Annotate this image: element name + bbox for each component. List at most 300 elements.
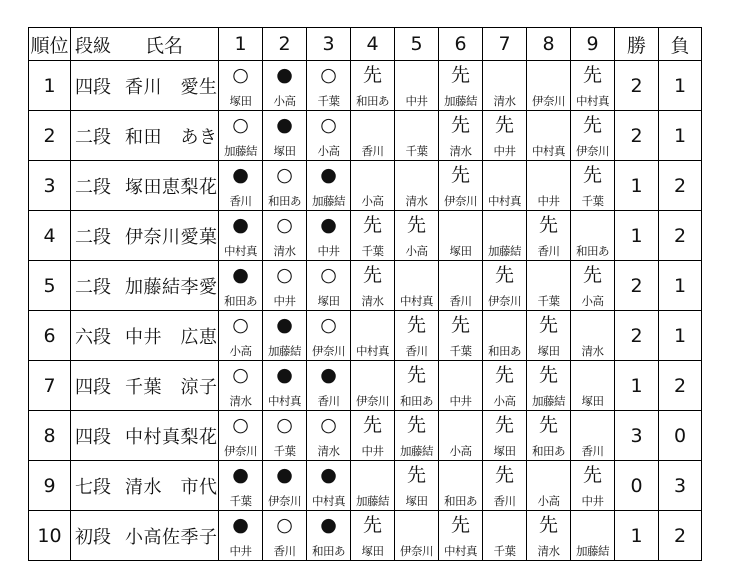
game-cell xyxy=(483,461,527,511)
opponent-name: 小高 xyxy=(493,394,516,408)
opponent-name: 小高 xyxy=(229,344,252,358)
game-cell xyxy=(439,161,483,211)
header-dan: 段級 xyxy=(75,35,111,57)
opponent-name: 中村真 xyxy=(576,94,609,108)
wins-cell: 3 xyxy=(615,411,659,461)
rank-cell: 2 xyxy=(29,111,71,161)
opponent-name: 塚田 xyxy=(317,294,340,308)
game-cell xyxy=(307,211,351,261)
losses-cell: 1 xyxy=(659,261,702,311)
opponent-name: 清水 xyxy=(537,544,560,558)
dan-rank: 四段 xyxy=(75,426,111,448)
opponent-name: 清水 xyxy=(405,194,428,208)
opponent-name: 清水 xyxy=(361,294,384,308)
player-cell xyxy=(71,61,219,111)
rank-cell: 8 xyxy=(29,411,71,461)
game-cell xyxy=(439,411,483,461)
opponent-name: 中井 xyxy=(581,494,604,508)
player-cell xyxy=(71,411,219,461)
game-cell xyxy=(571,211,615,261)
wins-cell: 1 xyxy=(615,511,659,561)
opponent-name: 加藤結 xyxy=(224,144,257,158)
header-row xyxy=(29,28,702,61)
rank-cell: 10 xyxy=(29,511,71,561)
result-mark: ○ xyxy=(320,314,337,336)
player-name: 加藤結李愛 xyxy=(125,276,218,298)
opponent-name: 千葉 xyxy=(581,194,604,208)
opponent-name: 小高 xyxy=(581,294,604,308)
game-cell xyxy=(571,511,615,561)
player-cell xyxy=(71,311,219,361)
opponent-name: 中井 xyxy=(449,394,472,408)
losses-cell: 1 xyxy=(659,111,702,161)
rank-cell: 5 xyxy=(29,261,71,311)
player-name: 小高佐季子 xyxy=(125,526,218,548)
header-round-8: 8 xyxy=(527,28,571,61)
result-mark: 先 xyxy=(582,464,602,486)
opponent-name: 中井 xyxy=(537,194,560,208)
player-name: 中井 広恵 xyxy=(125,326,218,348)
opponent-name: 伊奈川 xyxy=(576,144,609,158)
game-cell xyxy=(527,361,571,411)
dan-rank: 七段 xyxy=(75,476,111,498)
game-cell xyxy=(351,461,395,511)
opponent-name: 小高 xyxy=(537,494,560,508)
wins-cell: 2 xyxy=(615,311,659,361)
game-cell xyxy=(395,461,439,511)
player-row xyxy=(29,61,702,111)
game-cell xyxy=(483,261,527,311)
game-cell xyxy=(395,161,439,211)
opponent-name: 千葉 xyxy=(317,94,340,108)
game-cell xyxy=(307,511,351,561)
rank-cell: 1 xyxy=(29,61,71,111)
opponent-name: 和田あ xyxy=(356,94,389,108)
wins-cell: 2 xyxy=(615,261,659,311)
game-cell xyxy=(571,111,615,161)
opponent-name: 塚田 xyxy=(581,394,604,408)
result-mark: 先 xyxy=(406,364,426,386)
dan-rank: 二段 xyxy=(75,176,111,198)
result-mark: ● xyxy=(276,64,293,86)
result-mark: 先 xyxy=(494,414,514,436)
player-cell xyxy=(71,211,219,261)
result-mark: ○ xyxy=(232,114,249,136)
result-mark: 先 xyxy=(538,364,558,386)
result-mark: 先 xyxy=(406,464,426,486)
game-cell xyxy=(351,211,395,261)
game-cell xyxy=(219,511,263,561)
wins-cell: 0 xyxy=(615,461,659,511)
result-mark: 先 xyxy=(362,414,382,436)
game-cell xyxy=(571,361,615,411)
game-cell xyxy=(263,311,307,361)
opponent-name: 加藤結 xyxy=(268,344,301,358)
rank-cell: 7 xyxy=(29,361,71,411)
player-cell xyxy=(71,511,219,561)
opponent-name: 千葉 xyxy=(449,344,472,358)
opponent-name: 和田あ xyxy=(400,394,433,408)
game-cell xyxy=(571,161,615,211)
result-mark: ● xyxy=(232,464,249,486)
result-mark: ● xyxy=(320,514,337,536)
game-cell xyxy=(351,261,395,311)
result-mark: ○ xyxy=(276,264,293,286)
opponent-name: 伊奈川 xyxy=(532,94,565,108)
opponent-name: 和田あ xyxy=(576,244,609,258)
opponent-name: 香川 xyxy=(405,344,428,358)
game-cell xyxy=(219,161,263,211)
result-mark: ○ xyxy=(276,514,293,536)
game-cell xyxy=(351,361,395,411)
game-cell xyxy=(527,61,571,111)
game-cell xyxy=(527,461,571,511)
game-cell xyxy=(571,61,615,111)
rank-cell: 9 xyxy=(29,461,71,511)
result-mark: 先 xyxy=(582,164,602,186)
result-mark: 先 xyxy=(494,364,514,386)
opponent-name: 加藤結 xyxy=(312,194,345,208)
game-cell xyxy=(263,361,307,411)
game-cell xyxy=(483,61,527,111)
game-cell xyxy=(571,311,615,361)
opponent-name: 香川 xyxy=(361,144,384,158)
game-cell xyxy=(439,311,483,361)
result-mark: ● xyxy=(276,364,293,386)
game-cell xyxy=(527,111,571,161)
game-cell xyxy=(307,411,351,461)
dan-rank: 四段 xyxy=(75,376,111,398)
opponent-name: 塚田 xyxy=(229,94,252,108)
result-mark: ● xyxy=(320,464,337,486)
opponent-name: 和田あ xyxy=(532,444,565,458)
opponent-name: 小高 xyxy=(317,144,340,158)
result-mark: ○ xyxy=(276,214,293,236)
opponent-name: 千葉 xyxy=(537,294,560,308)
opponent-name: 中井 xyxy=(493,144,516,158)
result-mark: 先 xyxy=(362,64,382,86)
header-round-6: 6 xyxy=(439,28,483,61)
dan-rank: 二段 xyxy=(75,276,111,298)
header-dan-name xyxy=(71,28,219,61)
game-cell xyxy=(307,261,351,311)
game-cell xyxy=(483,311,527,361)
opponent-name: 香川 xyxy=(537,244,560,258)
game-cell xyxy=(483,411,527,461)
player-name: 清水 市代 xyxy=(125,476,218,498)
result-mark: ● xyxy=(232,264,249,286)
game-cell xyxy=(307,461,351,511)
result-mark: 先 xyxy=(362,214,382,236)
game-cell xyxy=(527,411,571,461)
game-cell xyxy=(439,261,483,311)
game-cell xyxy=(307,61,351,111)
opponent-name: 加藤結 xyxy=(356,494,389,508)
result-mark: 先 xyxy=(582,64,602,86)
opponent-name: 清水 xyxy=(273,244,296,258)
opponent-name: 伊奈川 xyxy=(312,344,345,358)
player-row xyxy=(29,461,702,511)
opponent-name: 清水 xyxy=(317,444,340,458)
player-name: 千葉 涼子 xyxy=(125,376,218,398)
opponent-name: 香川 xyxy=(229,194,252,208)
player-name: 塚田恵梨花 xyxy=(125,176,218,198)
standings-body xyxy=(29,61,702,561)
dan-rank: 二段 xyxy=(75,126,111,148)
opponent-name: 中井 xyxy=(405,94,428,108)
header-round-1: 1 xyxy=(219,28,263,61)
losses-cell: 2 xyxy=(659,161,702,211)
opponent-name: 中井 xyxy=(273,294,296,308)
game-cell xyxy=(307,111,351,161)
losses-cell: 2 xyxy=(659,511,702,561)
game-cell xyxy=(527,211,571,261)
dan-rank: 初段 xyxy=(75,526,111,548)
opponent-name: 伊奈川 xyxy=(488,294,521,308)
losses-cell: 1 xyxy=(659,61,702,111)
player-name: 中村真梨花 xyxy=(125,426,218,448)
game-cell xyxy=(351,61,395,111)
wins-cell: 1 xyxy=(615,211,659,261)
game-cell xyxy=(527,511,571,561)
losses-cell: 2 xyxy=(659,361,702,411)
game-cell xyxy=(351,111,395,161)
opponent-name: 清水 xyxy=(449,144,472,158)
opponent-name: 加藤結 xyxy=(444,94,477,108)
game-cell xyxy=(219,361,263,411)
opponent-name: 塚田 xyxy=(273,144,296,158)
result-mark: 先 xyxy=(450,164,470,186)
losses-cell: 0 xyxy=(659,411,702,461)
game-cell xyxy=(571,461,615,511)
header-round-3: 3 xyxy=(307,28,351,61)
game-cell xyxy=(483,511,527,561)
player-name: 香川 愛生 xyxy=(125,76,218,98)
opponent-name: 清水 xyxy=(493,94,516,108)
game-cell xyxy=(527,161,571,211)
game-cell xyxy=(351,411,395,461)
opponent-name: 小高 xyxy=(405,244,428,258)
result-mark: ● xyxy=(232,164,249,186)
result-mark: 先 xyxy=(582,264,602,286)
opponent-name: 中村真 xyxy=(312,494,345,508)
opponent-name: 千葉 xyxy=(273,444,296,458)
result-mark: 先 xyxy=(538,514,558,536)
wins-cell: 1 xyxy=(615,161,659,211)
game-cell xyxy=(395,361,439,411)
result-mark: 先 xyxy=(538,314,558,336)
game-cell xyxy=(219,311,263,361)
game-cell xyxy=(527,311,571,361)
header-name: 氏名 xyxy=(145,34,184,57)
result-mark: 先 xyxy=(450,64,470,86)
header-wins: 勝 xyxy=(615,28,659,61)
game-cell xyxy=(307,161,351,211)
result-mark: 先 xyxy=(362,514,382,536)
result-mark: ● xyxy=(320,214,337,236)
opponent-name: 中村真 xyxy=(400,294,433,308)
opponent-name: 和田あ xyxy=(224,294,257,308)
opponent-name: 塚田 xyxy=(493,444,516,458)
header-round-9: 9 xyxy=(571,28,615,61)
game-cell xyxy=(263,411,307,461)
opponent-name: 千葉 xyxy=(361,244,384,258)
opponent-name: 和田あ xyxy=(312,544,345,558)
game-cell xyxy=(351,311,395,361)
result-mark: 先 xyxy=(450,114,470,136)
opponent-name: 中井 xyxy=(317,244,340,258)
game-cell xyxy=(395,111,439,161)
result-mark: ○ xyxy=(232,64,249,86)
wins-cell: 1 xyxy=(615,361,659,411)
header-round-7: 7 xyxy=(483,28,527,61)
result-mark: ● xyxy=(276,464,293,486)
player-row xyxy=(29,411,702,461)
game-cell xyxy=(571,261,615,311)
result-mark: ● xyxy=(276,114,293,136)
opponent-name: 加藤結 xyxy=(576,544,609,558)
opponent-name: 香川 xyxy=(273,544,296,558)
game-cell xyxy=(571,411,615,461)
game-cell xyxy=(219,261,263,311)
result-mark: 先 xyxy=(406,214,426,236)
game-cell xyxy=(307,361,351,411)
opponent-name: 和田あ xyxy=(488,344,521,358)
game-cell xyxy=(439,211,483,261)
wins-cell: 2 xyxy=(615,111,659,161)
losses-cell: 2 xyxy=(659,211,702,261)
opponent-name: 小高 xyxy=(449,444,472,458)
dan-rank: 四段 xyxy=(75,76,111,98)
player-row xyxy=(29,361,702,411)
player-row xyxy=(29,211,702,261)
player-name: 和田 あき xyxy=(125,126,218,148)
result-mark: 先 xyxy=(538,414,558,436)
header-rank: 順位 xyxy=(29,28,71,61)
game-cell xyxy=(395,211,439,261)
player-row xyxy=(29,511,702,561)
game-cell xyxy=(263,211,307,261)
game-cell xyxy=(527,261,571,311)
result-mark: 先 xyxy=(406,414,426,436)
player-row xyxy=(29,311,702,361)
opponent-name: 清水 xyxy=(229,394,252,408)
game-cell xyxy=(483,161,527,211)
opponent-name: 香川 xyxy=(581,444,604,458)
result-mark: ○ xyxy=(320,414,337,436)
game-cell xyxy=(351,511,395,561)
game-cell xyxy=(263,161,307,211)
opponent-name: 加藤結 xyxy=(532,394,565,408)
player-cell xyxy=(71,461,219,511)
opponent-name: 塚田 xyxy=(537,344,560,358)
game-cell xyxy=(439,111,483,161)
game-cell xyxy=(307,311,351,361)
player-name: 伊奈川愛菓 xyxy=(125,226,218,248)
opponent-name: 伊奈川 xyxy=(268,494,301,508)
opponent-name: 和田あ xyxy=(268,194,301,208)
opponent-name: 中村真 xyxy=(224,244,257,258)
opponent-name: 塚田 xyxy=(361,544,384,558)
game-cell xyxy=(263,111,307,161)
opponent-name: 伊奈川 xyxy=(224,444,257,458)
player-cell xyxy=(71,161,219,211)
opponent-name: 伊奈川 xyxy=(400,544,433,558)
opponent-name: 加藤結 xyxy=(488,244,521,258)
opponent-name: 中村真 xyxy=(444,544,477,558)
game-cell xyxy=(395,411,439,461)
result-mark: ○ xyxy=(232,314,249,336)
opponent-name: 中村真 xyxy=(488,194,521,208)
game-cell xyxy=(219,111,263,161)
opponent-name: 香川 xyxy=(317,394,340,408)
result-mark: 先 xyxy=(582,114,602,136)
player-cell xyxy=(71,261,219,311)
game-cell xyxy=(219,461,263,511)
player-cell xyxy=(71,361,219,411)
game-cell xyxy=(439,461,483,511)
player-row xyxy=(29,261,702,311)
opponent-name: 香川 xyxy=(449,294,472,308)
result-mark: 先 xyxy=(494,114,514,136)
header-round-5: 5 xyxy=(395,28,439,61)
result-mark: 先 xyxy=(450,314,470,336)
game-cell xyxy=(219,411,263,461)
opponent-name: 中井 xyxy=(361,444,384,458)
result-mark: 先 xyxy=(538,214,558,236)
dan-rank: 二段 xyxy=(75,226,111,248)
game-cell xyxy=(483,211,527,261)
game-cell xyxy=(395,61,439,111)
game-cell xyxy=(263,261,307,311)
game-cell xyxy=(351,161,395,211)
opponent-name: 千葉 xyxy=(493,544,516,558)
game-cell xyxy=(439,61,483,111)
result-mark: ● xyxy=(276,314,293,336)
result-mark: ● xyxy=(232,514,249,536)
standings-table xyxy=(28,27,702,561)
game-cell xyxy=(219,61,263,111)
rank-cell: 4 xyxy=(29,211,71,261)
opponent-name: 伊奈川 xyxy=(356,394,389,408)
opponent-name: 塚田 xyxy=(449,244,472,258)
header-round-4: 4 xyxy=(351,28,395,61)
result-mark: ○ xyxy=(320,64,337,86)
opponent-name: 中井 xyxy=(229,544,252,558)
opponent-name: 塚田 xyxy=(405,494,428,508)
game-cell xyxy=(263,511,307,561)
game-cell xyxy=(263,61,307,111)
game-cell xyxy=(483,361,527,411)
header-round-2: 2 xyxy=(263,28,307,61)
result-mark: ○ xyxy=(320,264,337,286)
result-mark: 先 xyxy=(494,464,514,486)
losses-cell: 3 xyxy=(659,461,702,511)
opponent-name: 中村真 xyxy=(532,144,565,158)
result-mark: ○ xyxy=(276,164,293,186)
player-row xyxy=(29,161,702,211)
opponent-name: 小高 xyxy=(273,94,296,108)
result-mark: 先 xyxy=(406,314,426,336)
game-cell xyxy=(439,511,483,561)
result-mark: ○ xyxy=(232,364,249,386)
player-cell xyxy=(71,111,219,161)
rank-cell: 6 xyxy=(29,311,71,361)
opponent-name: 香川 xyxy=(493,494,516,508)
game-cell xyxy=(263,461,307,511)
game-cell xyxy=(395,261,439,311)
wins-cell: 2 xyxy=(615,61,659,111)
